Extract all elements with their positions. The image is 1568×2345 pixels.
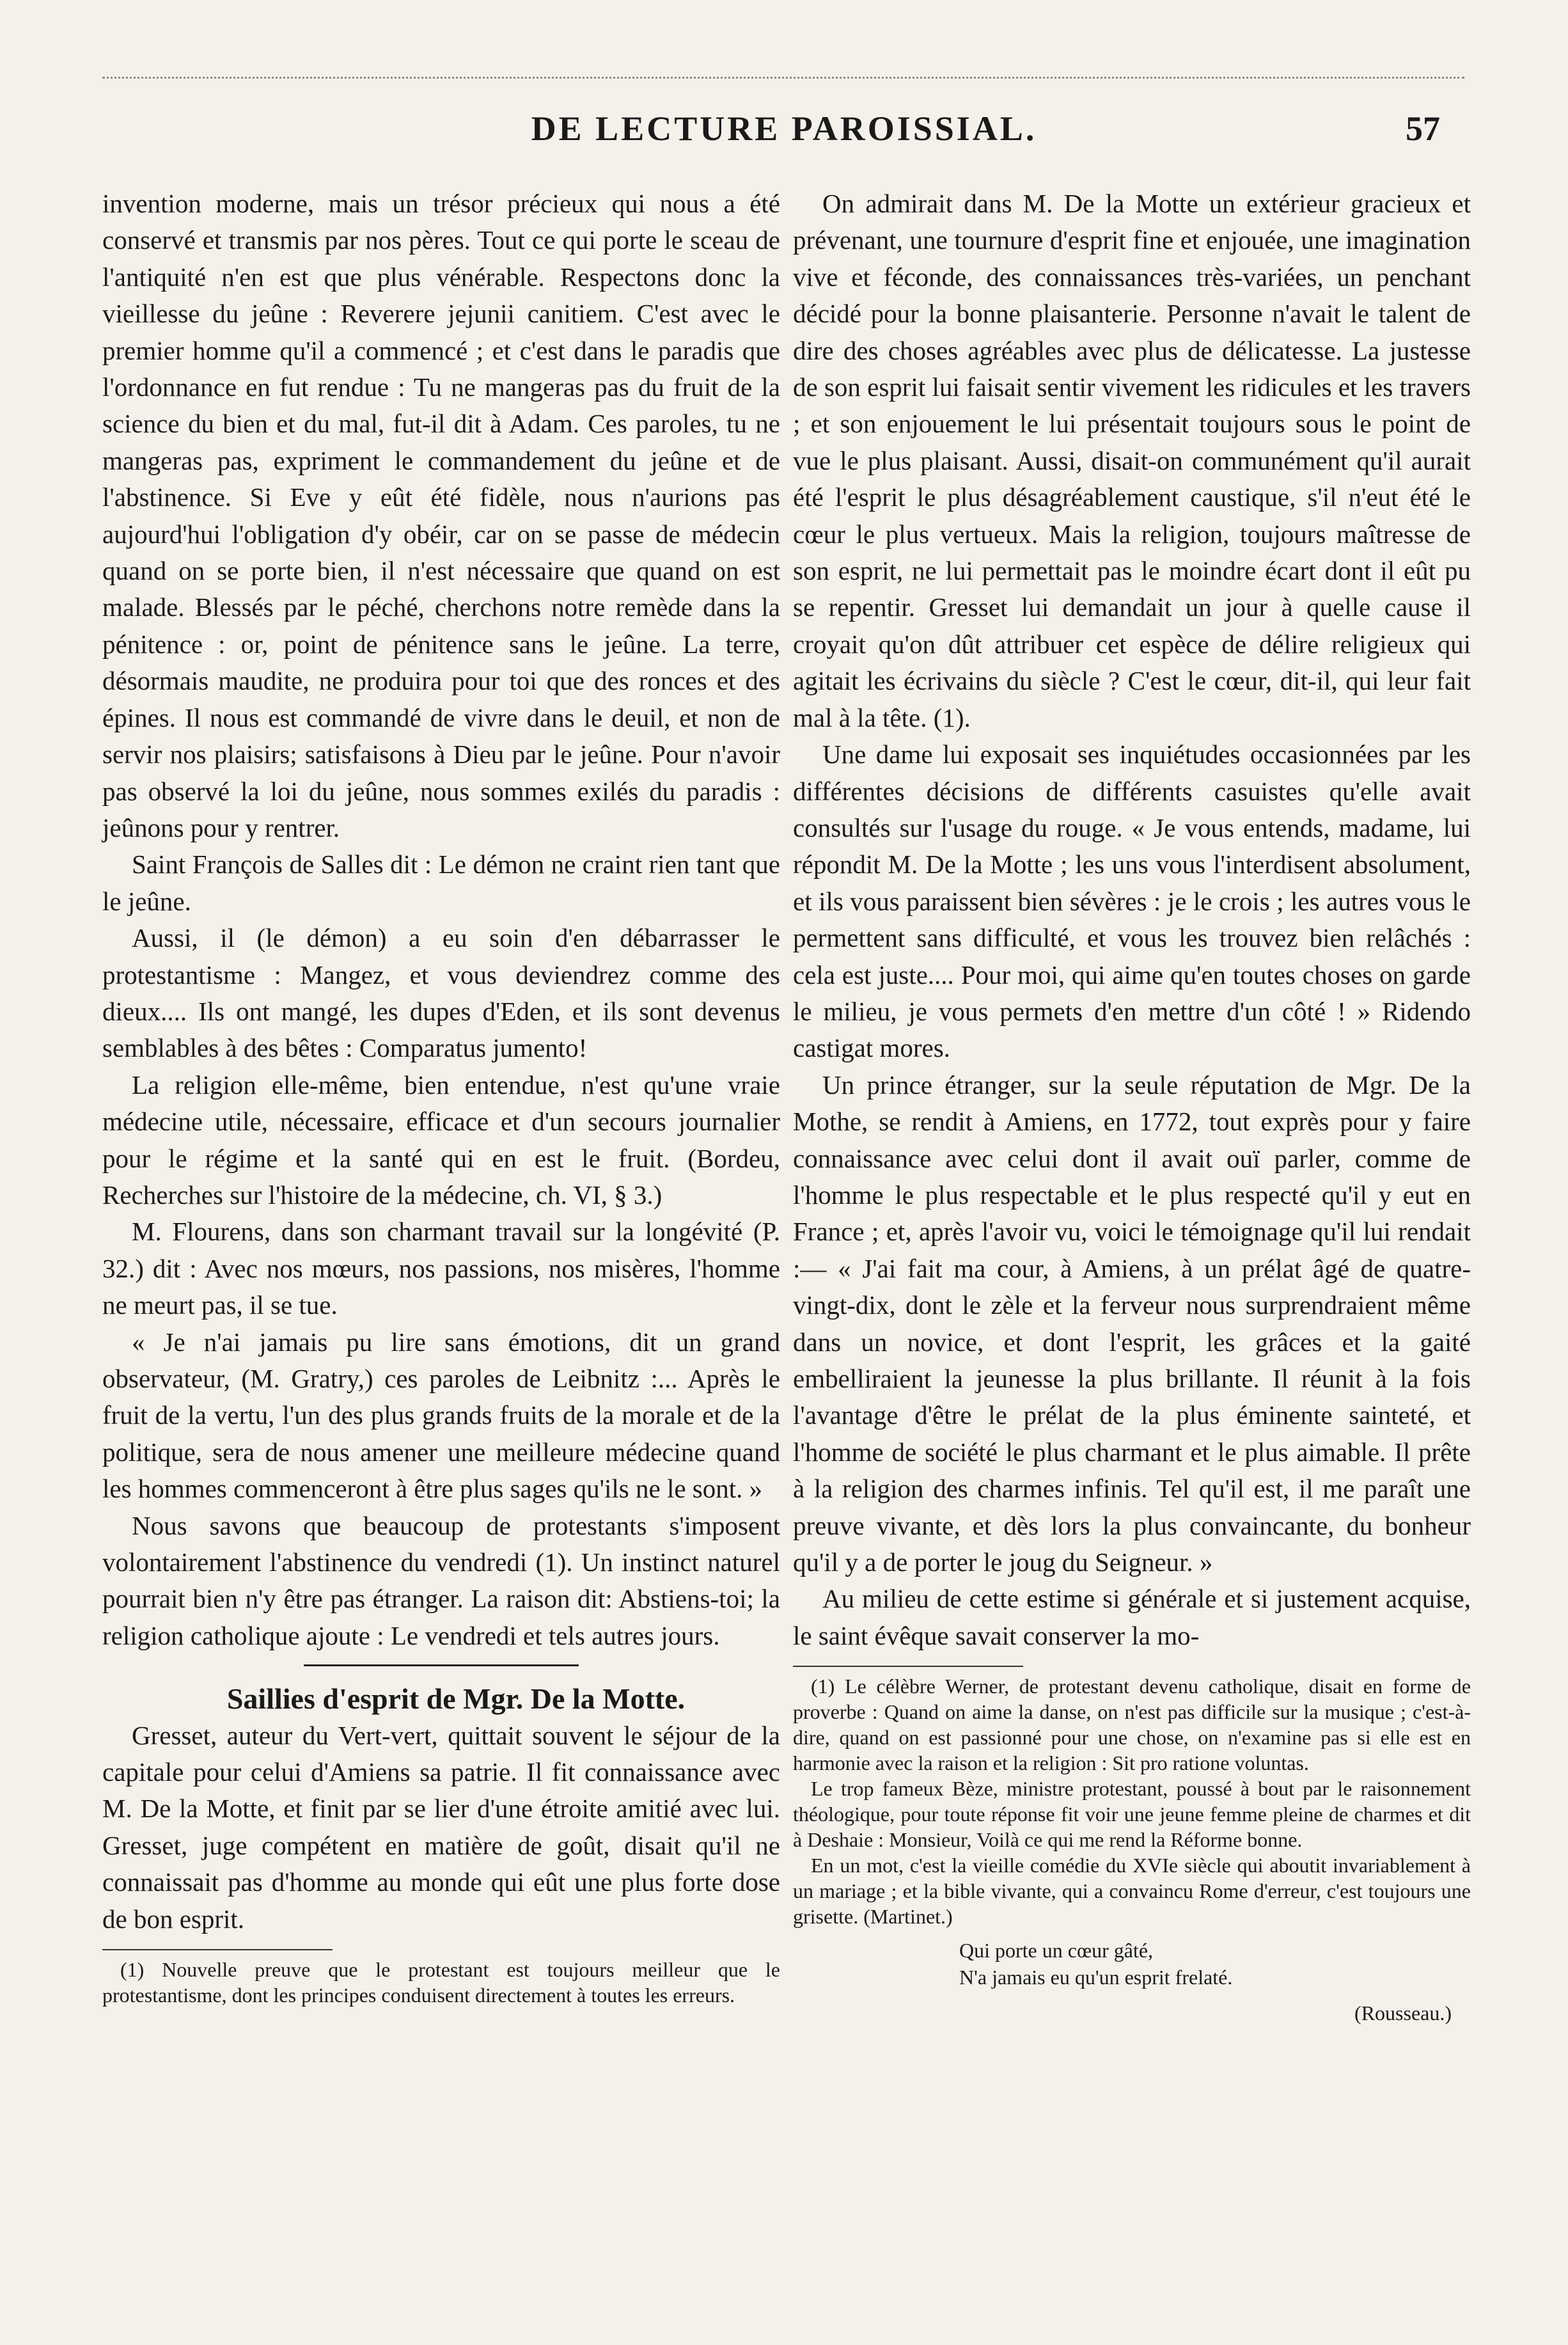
- paragraph: « Je n'ai jamais pu lire sans émotions, dit un grand observateur, (M. Gratry,) ces paroles de Leibnitz :... Après le fruit de la vertu, l'un des plus grands fruits de la morale et de la politique, sera de nous amener une meilleure médecine quand les hommes commenceront à être plus sages qu'ils ne le sont. »: [102, 1327, 780, 1504]
- section-title: Saillies d'esprit de Mgr. De la Motte.: [226, 1682, 686, 1716]
- verse-line: N'a jamais eu qu'un esprit frelaté.: [959, 1966, 1233, 1989]
- footnotes: [793, 1673, 1471, 1929]
- section-divider: [304, 1664, 579, 1666]
- top-dotted-rule: [102, 77, 1464, 79]
- footnote-text: En un mot, c'est la vieille comédie du XVIe siècle qui aboutit invariablement à un mariage ; et la bible vivante, qui a convaincu Rome d'erreur, c'est toujours une grisette. (Martinet.): [793, 1854, 1471, 1929]
- paragraph: Gresset, auteur du Vert-vert, quittait souvent le séjour de la capitale pour celui d'Amiens sa patrie. Il fit connaissance avec M. De la Motte, et finit par se lier d'une étroite amitié avec lui. Gresset, juge compétent en matière de goût, disait qu'il ne connaissait pas d'homme au monde qui eût une plus forte dose de bon esprit.: [102, 1720, 780, 1934]
- verse-attribution: (Rousseau.): [1354, 2002, 1452, 2025]
- page-number: 57: [1406, 109, 1440, 148]
- verse-line: Qui porte un cœur gâté,: [959, 1939, 1154, 1962]
- footnote-text: Le trop fameux Bèze, ministre protestant, poussé à bout par le raisonnement théologique, pour toute réponse fit voir une jeune femme pleine de charmes et dit à Deshaie : Monsieur, Voilà ce qui me rend la Réforme bonne.: [793, 1777, 1471, 1852]
- footnote-separator: [793, 1666, 1023, 1667]
- footnote: [102, 1957, 780, 2008]
- paragraph: Une dame lui exposait ses inquiétudes occasionnées par les différentes décisions de différents casuistes qu'elle avait consultés sur l'usage du rouge. « Je vous entends, madame, lui répondit M. De la Motte ; les uns vous l'interdisent absolument, et ils vous paraissent bien sévères : je le crois ; les autres vous le permettent sans difficulté, et vous les trouvez bien relâchés : cela est juste.... Pour moi, qui aime qu'en toutes choses on garde le milieu, je vous permets d'en mettre d'un côté ! » Ridendo castigat mores.: [793, 739, 1471, 1063]
- paragraph: M. Flourens, dans son charmant travail sur la longévité (P. 32.) dit : Avec nos mœurs, nos passions, nos misères, l'homme ne meurt pas, il se tue.: [102, 1217, 780, 1320]
- right-column: [793, 186, 1471, 2026]
- paragraph: La religion elle-même, bien entendue, n'est qu'une vraie médecine utile, nécessaire, efficace et d'un secours journalier pour le régime et la santé qui en est le fruit. (Bordeu, Recherches sur l'histoire de la médecine, ch. VI, § 3.): [102, 1070, 780, 1210]
- paragraph: Un prince étranger, sur la seule réputation de Mgr. De la Mothe, se rendit à Amiens, en 1772, tout exprès pour y faire connaissance avec celui dont il avait ouï parler, comme de l'homme le plus respectable et le plus respecté qu'il y eut en France ; et, après l'avoir vu, voici le témoignage qu'il lui rendait :— « J'ai fait ma cour, à Amiens, à un prélat âgé de quatre-vingt-dix, dont le zèle et la ferveur nous surprendraient même dans un novice, et dont l'esprit, les grâces et la gaité embelliraient la jeunesse la plus brillante. Il réunit à la fois l'avantage d'être le prélat de la plus éminente sainteté, et l'homme de société le plus charmant et le plus aimable. Il prête à la religion des charmes infinis. Tel qu'il est, il me paraît une preuve vivante, et dès lors la plus convaincante, du bonheur qu'il y a de porter le joug du Seigneur. »: [793, 1070, 1471, 1577]
- footnote-separator: [102, 1949, 333, 1950]
- paragraph: Saint François de Salles dit : Le démon ne craint rien tant que le jeûne.: [102, 849, 780, 916]
- paragraph: Nous savons que beaucoup de protestants s'imposent volontairement l'abstinence du vendredi (1). Un instinct naturel pourrait bien n'y être pas étranger. La raison dit: Abstiens-toi; la religion catholique ajoute : Le vendredi et tels autres jours.: [102, 1510, 780, 1650]
- footnote-text: (1) Nouvelle preuve que le protestant est toujours meilleur que le protestantisme, dont les principes conduisent directement à toutes les erreurs.: [102, 1958, 780, 2007]
- paragraph: invention moderne, mais un trésor précieux qui nous a été conservé et transmis par nos pères. Tout ce qui porte le sceau de l'antiquité n'en est que plus vénérable. Respectons donc la vieillesse du jeûne : Reverere jejunii canitiem. C'est avec le premier homme qu'il a commencé ; et c'est dans le paradis que l'ordonnance en fut rendue : Tu ne mangeras pas du fruit de la science du bien et du mal, fut-il dit à Adam. Ces paroles, tu ne mangeras pas, expriment le commandement du jeûne et de l'abstinence. Si Eve y eût été fidèle, nous n'aurions pas aujourd'hui l'obligation d'y obéir, car on se passe de médecin quand on se porte bien, il n'est nécessaire que quand on est malade. Blessés par le péché, cherchons notre remède dans la pénitence : or, point de pénitence sans le jeûne. La terre, désormais maudite, ne produira pour toi que des ronces et des épines. Il nous est commandé de vivre dans le deuil, et non de servir nos plaisirs; satisfaisons à Dieu par le jeûne. Pour n'avoir pas observé la loi du jeûne, nous sommes exilés du paradis : jeûnons pour y rentrer.: [102, 189, 780, 842]
- verse-quote: [793, 1937, 1471, 1991]
- running-title: DE LECTURE PAROISSIAL.: [531, 109, 1037, 148]
- paragraph: On admirait dans M. De la Motte un extérieur gracieux et prévenant, une tournure d'esprit fine et enjouée, une imagination vive et féconde, des connaissances très-variées, un penchant décidé pour la bonne plaisanterie. Personne n'avait le talent de dire des choses agréables avec plus de délicatesse. La justesse de son esprit lui faisait sentir vivement les ridicules et les travers ; et son enjouement le lui présentait toujours sous le point de vue le plus plaisant. Aussi, disait-on communément qu'il aurait été l'esprit le plus désagréablement caustique, s'il n'eut été le cœur le plus vertueux. Mais la religion, toujours maîtresse de son esprit, ne lui permettait pas le moindre écart dont il eût pu se repentir. Gresset lui demandait un jour à quelle cause il croyait qu'on dût attribuer cet espèce de délire religieux qui agitait les écrivains du siècle ? C'est le cœur, dit-il, qui leur fait mal à la tête. (1).: [793, 189, 1471, 732]
- page-header: [0, 109, 1568, 160]
- left-column: [102, 186, 780, 2008]
- paragraph: Au milieu de cette estime si générale et si justement acquise, le saint évêque savait conserver la mo-: [793, 1584, 1471, 1650]
- paragraph: Aussi, il (le démon) a eu soin d'en débarrasser le protestantisme : Mangez, et vous deviendrez comme des dieux.... Ils ont mangé, les dupes d'Eden, et ils sont devenus semblables à des bêtes : Comparatus jumento!: [102, 923, 780, 1063]
- footnote-text: (1) Le célèbre Werner, de protestant devenu catholique, disait en forme de proverbe : Quand on aime la danse, on n'est pas difficile sur la musique ; c'est-à-dire, quand on est passionné pour une chose, on n'examine pas si elle est en harmonie avec la raison et la religion : Sit pro ratione voluntas.: [793, 1675, 1471, 1775]
